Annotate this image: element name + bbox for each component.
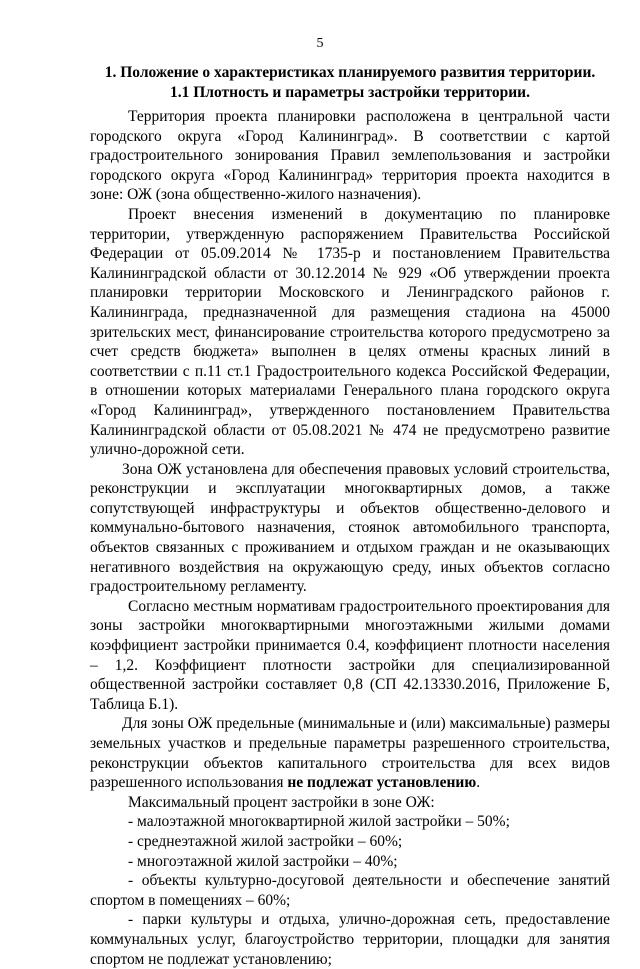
document-body [90,107,610,969]
heading-sub: 1.1 Плотность и параметры застройки территории. [170,84,530,101]
heading-main: 1. Положение о характеристиках планируемого развития территории. [104,64,596,81]
section-heading [90,63,610,103]
page-number: 5 [316,36,324,51]
paragraph-zone: Зона ОЖ установлена для обеспечения правовых условий строительства, реконструкции и эксплуатации многоквартирных домов, а также сопутствующей инфраструктуры и объектов общественно-делового и коммунально-бытового назначения, стоянок автомобильного транспорта, объектов связанных с проживанием и отдыхом граждан и не оказывающих негативного воздействия на окружающую среду, иных объектов согласно градостроительному регламенту. [90,460,610,596]
paragraph-project: Проект внесения изменений в документацию по планировке территории, утвержденную распоряжением Правительства Российской Федерации от 05.09.2014 № 1735-р и постановлением Правительства Калининградской области от 30.12.2014 № 929 «Об утверждении проекта планировки территории Московского и Ленинградского районов г. Калининграда, предназначенной для размещения стадиона на 45000 зрительских мест, финансирование строительства которого предусмотрено за счет средств бюджета» выполнен в целях отмены красных линий в соответствии с п.11 ст.1 Градостроительного кодекса Российской Федерации, в отношении которых материалами Генерального плана городского округа «Город Калининград», утвержденного постановлением Правительства Калининградской области от 05.08.2021 № 474 не предусмотрено развитие улично-дорожной сети. [90,205,610,459]
list-item: - объекты культурно-досуговой деятельности и обеспечение занятий спортом в помещениях – 60%; [90,872,610,909]
paragraph-norms: Согласно местным нормативам градостроительного проектирования для зоны застройки многоквартирными многоэтажными жилыми домами коэффициент застройки принимается 0.4, коэффициент плотности населения – 1,2. Коэффициент плотности застройки для специализированной общественной застройки составляет 0,8 (СП 42.13330.2016, Приложение Б, Таблица Б.1). [90,597,610,713]
list-item: - парки культуры и отдыха, улично-дорожная сеть, предоставление коммунальных услуг, благоустройство территории, площадки для занятия спортом не подлежат установлению; [90,911,610,968]
parameters-text: Для зоны ОЖ предельные (минимальные и (или) максимальные) размеры земельных участков и предельные параметры разрешенного строительства, реконструкции объектов капитального строительства для всех видов разрешенного использования [90,715,610,792]
list-item: - малоэтажной многоквартирной жилой застройки – 50%; [128,813,510,831]
parameters-bold: не подлежат установлению [287,774,477,792]
list-intro: Максимальный процент застройки в зоне ОЖ: [128,793,435,811]
paragraph-parameters [90,714,610,792]
paragraph-territory: Территория проекта планировки расположена в центральной части городского округа «Город Калининград». В соответствии с картой градостроительного зонирования Правил землепользования и застройки городского округа «Город Калининград» территория проекта находится в зоне: ОЖ (зона общественно-жилого назначения). [90,108,610,204]
parameters-end: . [476,774,481,792]
list-item: - многоэтажной жилой застройки – 40%; [128,852,398,870]
list-item: - среднеэтажной жилой застройки – 60%; [128,832,403,850]
